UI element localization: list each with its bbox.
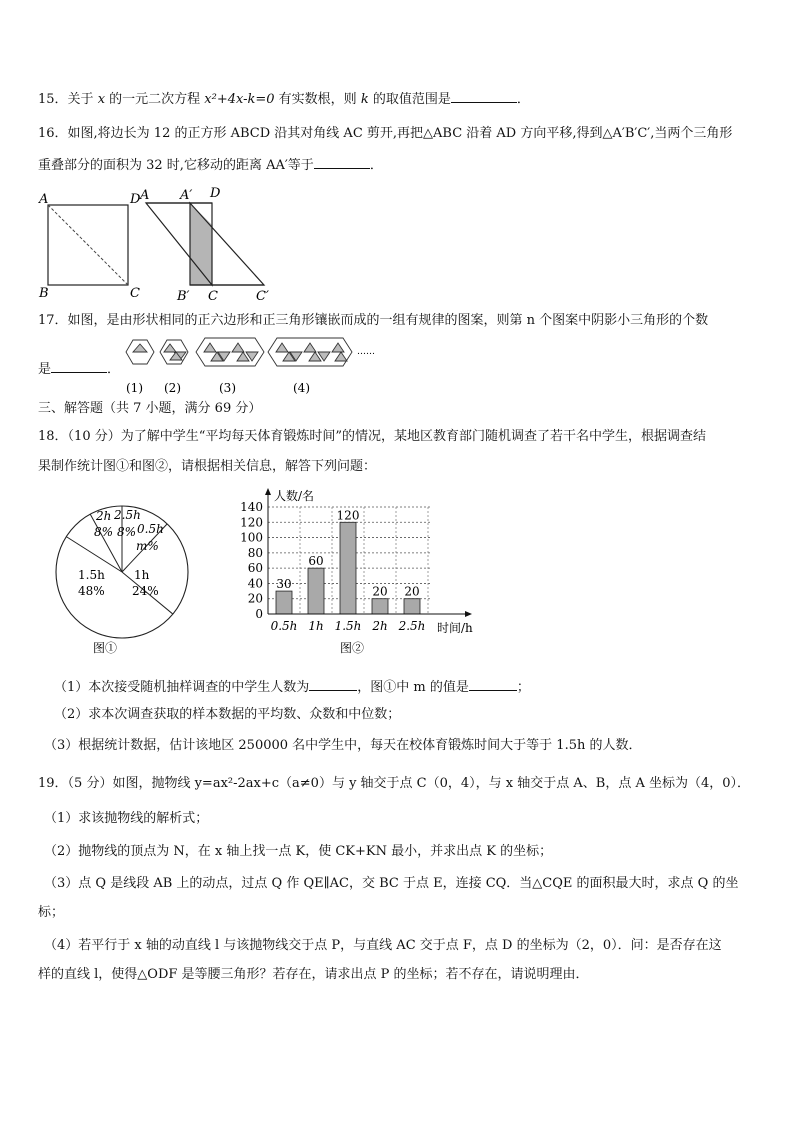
bar-ytick-140: 140 — [240, 500, 263, 514]
pie-value-0.5h: m% — [136, 539, 159, 553]
pattern-3 — [196, 338, 264, 366]
pie-value-1h: 24% — [132, 584, 159, 598]
q17-end: ． — [107, 362, 121, 377]
q17-line-1: 17．如图，是由形状相同的正六边形和正三角形镶嵌而成的一组有规律的图案，则第 n 个图案中阴影小三角形的个数 — [38, 313, 709, 328]
fig1-diagonal — [48, 205, 128, 285]
q15-text-4: 的取值范围是 — [368, 92, 451, 107]
fig2-label-C: C — [208, 289, 218, 304]
bar-category-label-2.5h: 2.5h — [398, 619, 426, 633]
bar-y-ticks — [240, 500, 263, 621]
bar-category-label-0.5h: 0.5h — [270, 619, 298, 633]
pie-label-1.5h: 1.5h — [78, 568, 105, 582]
bar-x-labels — [271, 619, 426, 633]
q15-equation: x²+4x-k=0 — [204, 92, 275, 107]
pattern-label-2: (2) — [164, 381, 181, 395]
pie-value-2h: 8% — [94, 525, 114, 539]
q18-sub-1 — [54, 676, 530, 697]
bar-ytick-100: 100 — [240, 530, 263, 545]
q18-sub1-text-c: ； — [516, 680, 530, 695]
bar-ytick-40: 40 — [247, 576, 263, 591]
q16-end: ． — [369, 158, 383, 173]
pattern-1 — [126, 340, 154, 364]
pie-caption: 图① — [93, 641, 118, 655]
bar-value-label-1.5h: 120 — [336, 508, 360, 523]
bar-0.5h — [276, 591, 292, 614]
pie-label-2.5h: 2.5h — [114, 508, 141, 522]
bar-ytick-0: 0 — [255, 607, 263, 621]
pie-label-0.5h: 0.5h — [137, 522, 164, 536]
pattern-label-3: (3) — [219, 381, 236, 395]
q15-answer-blank[interactable] — [451, 88, 517, 103]
q15-var-k: k — [360, 92, 369, 107]
bar-1.5h — [340, 522, 356, 614]
q19-sub-4b: 样的直线 l，使得△ODF 是等腰三角形？若存在，请求出点 P 的坐标；若不存在，请说明理由． — [38, 967, 589, 982]
q17-pattern-figures — [120, 334, 390, 400]
q15-end: ． — [516, 92, 530, 107]
bar-value-label-0.5h: 30 — [276, 577, 292, 592]
pie-chart — [48, 496, 228, 658]
pattern-ellipsis: …… — [357, 347, 375, 357]
pie-label-2h: 2h — [96, 509, 112, 523]
fig2-label-A-prime: A′ — [180, 188, 193, 203]
bar-2.5h — [404, 599, 420, 614]
q19-sub-1: （1）求该抛物线的解析式； — [44, 811, 209, 826]
q19-line-1: 19．（5 分）如图，抛物线 y=ax²-2ax+c（a≠0）与 y 轴交于点 C（0，4），与 x 轴交于点 A、B，点 A 坐标为（4，0）． — [38, 776, 751, 791]
bar-ytick-20: 20 — [247, 591, 263, 606]
q19-sub-4a: （4）若平行于 x 轴的动直线 l 与该抛物线交于点 P，与直线 AC 交于点 F，点 D 的坐标为（2，0）．问：是否存在这 — [44, 938, 722, 953]
q18-line-1: 18．（10 分）为了解中学生“平均每天体育锻炼时间”的情况，某地区教育部门随机调查了若干名中学生，根据调查结 — [38, 429, 707, 444]
q15-var-x: x — [97, 92, 106, 107]
bar-category-label-1.5h: 1.5h — [334, 619, 362, 633]
bar-chart — [232, 486, 488, 658]
bar-x-axis-arrow — [465, 611, 472, 617]
q18-sub-3: （3）根据统计数据，估计该地区 250000 名中学生中，每天在校体育锻炼时间大于等于 1.5h 的人数． — [44, 738, 642, 753]
pie-value-1.5h: 48% — [78, 584, 105, 598]
pie-value-2.5h: 8% — [117, 525, 137, 539]
fig1-label-A: A — [39, 192, 49, 207]
q16-answer-blank[interactable] — [314, 154, 370, 169]
fig2-label-A: A — [140, 188, 150, 203]
pattern-4 — [268, 338, 352, 366]
fig2-label-B-prime: B′ — [177, 289, 190, 304]
fig1-label-D: D — [130, 192, 141, 207]
q18-sub1-text-a: （1）本次接受随机抽样调查的中学生人数为 — [54, 680, 310, 695]
bar-value-label-2h: 20 — [372, 584, 388, 599]
q16-line-1: 16．如图,将边长为 12 的正方形 ABCD 沿其对角线 AC 剪开,再把△ABC 沿着 AD 方向平移,得到△A′B′C′,当两个三角形 — [38, 126, 733, 141]
fig1-label-B: B — [39, 286, 49, 301]
bar-ytick-60: 60 — [247, 561, 263, 576]
bar-ytick-120: 120 — [240, 515, 263, 530]
bar-category-label-2h: 2h — [372, 619, 388, 633]
q15-text-1: 关于 — [67, 92, 98, 107]
fig2-label-C-prime: C′ — [256, 289, 269, 304]
q17-answer-blank[interactable] — [51, 358, 107, 373]
bar-caption: 图② — [340, 641, 365, 655]
bar-1h — [308, 568, 324, 614]
fig1-label-C: C — [130, 286, 140, 301]
q17-text: 是 — [38, 362, 52, 377]
bar-2h — [372, 599, 388, 614]
pie-divider-2h-1.5h — [66, 537, 122, 572]
q18-line-2: 果制作统计图①和图②，请根据相关信息，解答下列问题： — [38, 459, 377, 474]
q18-sub1-blank-2[interactable] — [469, 676, 517, 691]
pattern-label-4: (4) — [293, 381, 310, 395]
pie-label-1h: 1h — [134, 568, 150, 582]
q18-sub-2: （2）求本次调查获取的样本数据的平均数、众数和中位数； — [54, 707, 401, 722]
pattern-2 — [160, 340, 188, 364]
q15-line — [38, 88, 530, 109]
section-3-heading: 三、解答题（共 7 小题，满分 69 分） — [38, 401, 262, 416]
bar-y-label: 人数/名 — [274, 489, 315, 503]
pattern-label-1: (1) — [126, 381, 143, 395]
q18-sub1-blank-1[interactable] — [309, 676, 357, 691]
q17-line-2 — [38, 358, 120, 379]
q19-sub-2: （2）抛物线的顶点为 N，在 x 轴上找一点 K，使 CK+KN 最小，并求出点 K 的坐标； — [44, 844, 553, 859]
bar-y-axis-arrow — [265, 488, 271, 495]
q18-sub1-text-b: ，图①中 m 的值是 — [357, 680, 469, 695]
bar-value-label-2.5h: 20 — [404, 584, 420, 599]
q16-text: 重叠部分的面积为 32 时,它移动的距离 AA′等于 — [38, 158, 314, 173]
q15-text-2: 的一元二次方程 — [105, 92, 205, 107]
q15-text-3: 有实数根，则 — [274, 92, 361, 107]
q16-figures — [30, 185, 280, 305]
q19-sub-3a: （3）点 Q 是线段 AB 上的动点，过点 Q 作 QE∥AC，交 BC 于点 E，连接 CQ．当△CQE 的面积最大时，求点 Q 的坐 — [44, 876, 739, 891]
fig2-label-D: D — [210, 186, 221, 201]
q19-sub-3b: 标； — [38, 905, 65, 920]
bar-ytick-80: 80 — [247, 545, 263, 560]
bar-marks — [276, 508, 420, 614]
bar-x-label: 时间/h — [437, 621, 473, 635]
bar-category-label-1h: 1h — [308, 619, 324, 633]
bar-value-label-1h: 60 — [308, 554, 324, 569]
q16-line-2 — [38, 154, 383, 175]
q15-number: 15． — [38, 92, 68, 107]
